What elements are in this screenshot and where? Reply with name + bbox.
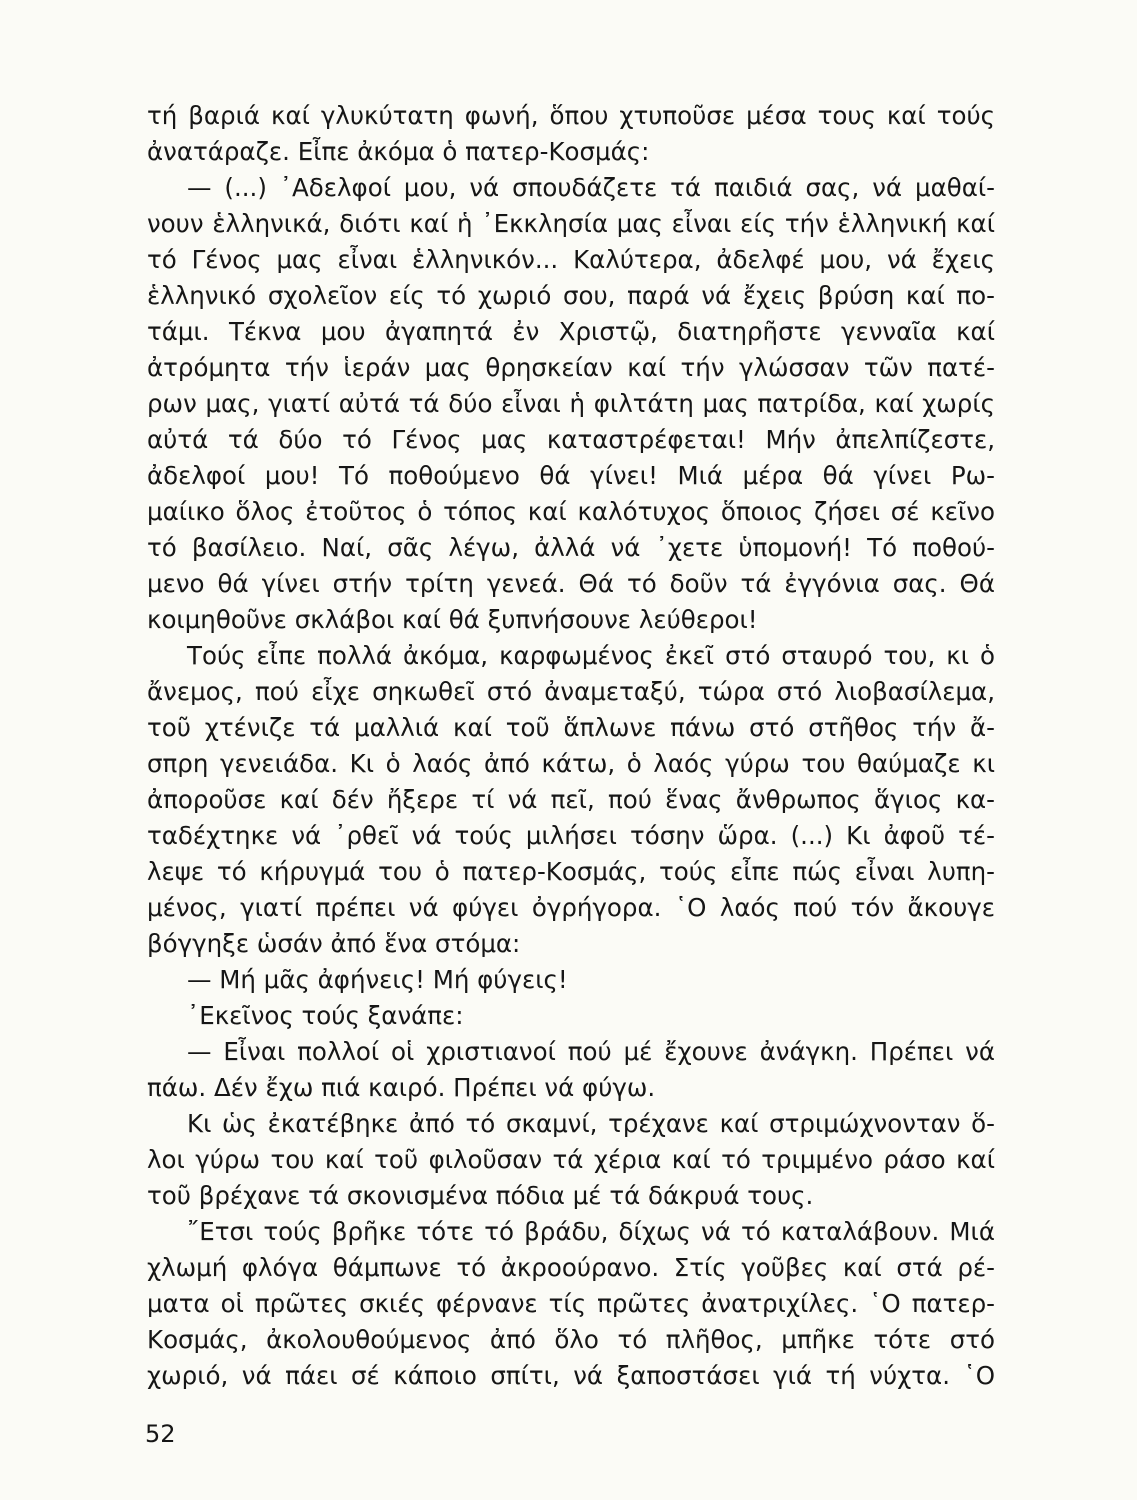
text-line: ἀνατάραζε. Εἶπε ἀκόμα ὁ πατερ-Κοσμάς:: [147, 137, 650, 166]
text-line: λεψε τό κήρυγμά του ὁ πατερ-Κοσμάς, τούς εἶπε πώς εἶναι λυπη-: [147, 857, 995, 886]
page-number: 52: [145, 1420, 176, 1448]
text-line: ταδέχτηκε νά ᾿ρθεῖ νά τούς μιλήσει τόσην ὥρα. (...) Κι ἀφοῦ τέ-: [147, 821, 995, 850]
text-line: χωριό, νά πάει σέ κάποιο σπίτι, νά ξαποστάσει γιά τή νύχτα. ῾Ο: [147, 1361, 995, 1390]
text-line: ᾿Εκεῖνος τούς ξανάπε:: [187, 1001, 464, 1030]
text-line: τό βασίλειο. Ναί, σᾶς λέγω, ἀλλά νά ᾿χετε ὑπομονή! Τό ποθού-: [147, 533, 995, 562]
text-line: τή βαριά καί γλυκύτατη φωνή, ὅπου χτυποῦσε μέσα τους καί τούς: [147, 101, 995, 130]
text-line: σπρη γενειάδα. Κι ὁ λαός ἀπό κάτω, ὁ λαός γύρω του θαύμαζε κι: [147, 749, 995, 778]
text-line: μενο θά γίνει στήν τρίτη γενεά. Θά τό δοῦν τά ἐγγόνια σας. Θά: [147, 569, 995, 598]
text-line: ἄνεμος, πού εἶχε σηκωθεῖ στό ἀναμεταξύ, τώρα στό λιοβασίλεμα,: [147, 677, 995, 706]
text-line: νουν ἑλληνικά, διότι καί ἡ ᾿Εκκλησία μας εἶναι είς τήν ἑλληνική καί: [147, 209, 995, 238]
text-line: ἀποροῦσε καί δέν ἤξερε τί νά πεῖ, πού ἕνας ἄνθρωπος ἅγιος κα-: [147, 785, 995, 814]
text-line: ἀτρόμητα τήν ἱεράν μας θρησκείαν καί τήν γλώσσαν τῶν πατέ-: [147, 353, 995, 382]
text-line: — Εἶναι πολλοί οἱ χριστιανοί πού μέ ἔχουνε ἀνάγκη. Πρέπει νά: [187, 1037, 995, 1066]
text-line: βόγγηξε ὡσάν ἀπό ἕνα στόμα:: [147, 929, 521, 958]
text-line: τάμι. Τέκνα μου ἀγαπητά ἐν Χριστῷ, διατηρῆστε γενναῖα καί: [147, 317, 995, 346]
text-line: — Μή μᾶς ἀφήνεις! Μή φύγεις!: [187, 965, 568, 994]
text-line: μένος, γιατί πρέπει νά φύγει ὀγρήγορα. ῾Ο λαός πού τόν ἄκουγε: [147, 893, 995, 922]
text-line: μαίικο ὅλος ἐτοῦτος ὁ τόπος καί καλότυχος ὅποιος ζήσει σέ κεῖνο: [147, 497, 995, 526]
text-line: πάω. Δέν ἔχω πιά καιρό. Πρέπει νά φύγω.: [147, 1073, 656, 1102]
text-line: τοῦ χτένιζε τά μαλλιά καί τοῦ ἅπλωνε πάνω στό στῆθος τήν ἄ-: [147, 713, 995, 742]
text-line: ρων μας, γιατί αὐτά τά δύο εἶναι ἡ φιλτάτη μας πατρίδα, καί χωρίς: [147, 389, 995, 418]
text-line: ματα οἱ πρῶτες σκιές φέρνανε τίς πρῶτες ἀνατριχίλες. ῾Ο πατερ-: [147, 1289, 995, 1318]
body-text: [147, 98, 995, 1394]
text-line: κοιμηθοῦνε σκλάβοι καί θά ξυπνήσουνε λεύθεροι!: [147, 605, 758, 634]
text-line: Κι ὡς ἐκατέβηκε ἀπό τό σκαμνί, τρέχανε καί στριμώχνονταν ὅ-: [187, 1109, 995, 1138]
text-line: ἑλληνικό σχολεῖον είς τό χωριό σου, παρά νά ἔχεις βρύση καί πο-: [147, 281, 995, 310]
text-line: χλωμή φλόγα θάμπωνε τό ἀκροούρανο. Στίς γοῦβες καί στά ρέ-: [147, 1253, 995, 1282]
text-line: — (...) ᾿Αδελφοί μου, νά σπουδάζετε τά παιδιά σας, νά μαθαί-: [187, 173, 995, 202]
text-line: ῎Ετσι τούς βρῆκε τότε τό βράδυ, δίχως νά τό καταλάβουν. Μιά: [187, 1217, 995, 1246]
text-line: τό Γένος μας εἶναι ἑλληνικόν... Καλύτερα, ἀδελφέ μου, νά ἔχεις: [147, 245, 995, 274]
text-line: Κοσμάς, ἀκολουθούμενος ἀπό ὅλο τό πλῆθος, μπῆκε τότε στό: [147, 1325, 995, 1354]
text-line: λοι γύρω του καί τοῦ φιλοῦσαν τά χέρια καί τό τριμμένο ράσο καί: [147, 1145, 995, 1174]
text-line: Τούς εἶπε πολλά ἀκόμα, καρφωμένος ἐκεῖ στό σταυρό του, κι ὁ: [187, 641, 995, 670]
text-line: ἀδελφοί μου! Τό ποθούμενο θά γίνει! Μιά μέρα θά γίνει Ρω-: [147, 461, 995, 490]
text-line: τοῦ βρέχανε τά σκονισμένα πόδια μέ τά δάκρυά τους.: [147, 1181, 814, 1210]
text-line: αὐτά τά δύο τό Γένος μας καταστρέφεται! Μήν ἀπελπίζεστε,: [147, 425, 995, 454]
